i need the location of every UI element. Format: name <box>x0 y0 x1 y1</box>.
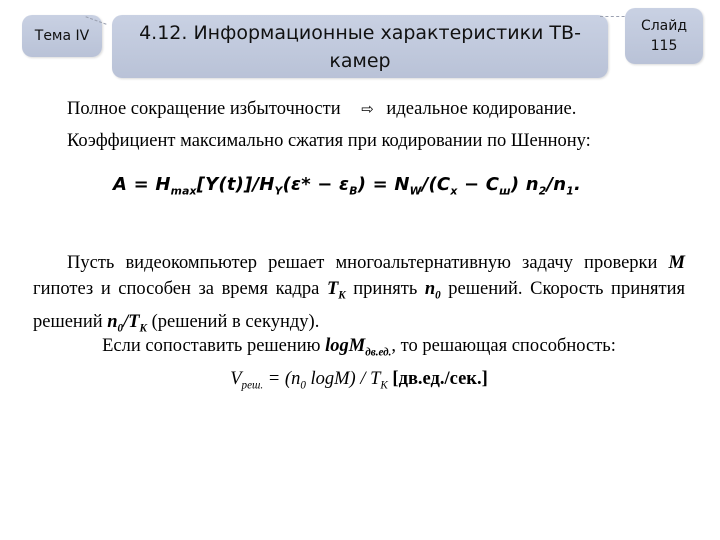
statement-right: идеальное кодирование. <box>386 99 577 119</box>
text-run: гипотез и способен за время кадра <box>33 279 327 299</box>
topic-label: Тема IV <box>34 28 90 44</box>
slide-number: 115 <box>650 38 678 54</box>
decision-paragraph <box>33 333 685 366</box>
var-rate: $n_0/T_K$ <box>107 311 147 335</box>
text-run: (решений в секунду). <box>146 311 320 332</box>
shannon-line: Коэффициент максимально сжатия при кодировании по Шеннону: <box>67 131 591 151</box>
title-tab <box>112 15 608 78</box>
text-run: принять <box>345 279 425 299</box>
decision-capacity-formula <box>33 366 685 399</box>
text-run: Если сопоставить решению <box>102 336 326 356</box>
text-run: решений. Скорость принятия решений <box>33 279 686 332</box>
var-tk: $T_K$ <box>326 279 346 302</box>
unit-label: [дв.ед./сек.] <box>387 369 488 389</box>
arrow-icon: ⇨ <box>361 100 374 118</box>
formula-body: = ($n_0$ $\log M) / T_K$ <box>263 369 388 392</box>
text-run: , то решающая способность: <box>391 336 616 356</box>
var-n0: $n_0$ <box>424 279 441 302</box>
statement-left: Полное сокращение избыточности <box>67 99 341 119</box>
hypothesis-paragraph <box>33 250 685 341</box>
slide-number-tab <box>625 8 703 64</box>
compression-formula: $A = H_{max}[Y(t)]/H_Y(\varepsilon* - \varepsilon_B) = N_W/(C_x - C_ш)$ $n_2/n_1$. <box>113 174 582 198</box>
slide-title: 4.12. Информационные характеристики ТВ-камер <box>139 21 581 72</box>
var-m-unit: $M_{дв.ед.}$ <box>348 336 392 359</box>
topic-tab <box>22 15 102 57</box>
slide-label: Слайд <box>640 18 688 34</box>
var-m: M <box>668 253 685 273</box>
var-v: $V_{реш.}$ <box>230 369 264 392</box>
statement-line <box>33 96 685 122</box>
var-log: log <box>325 336 349 356</box>
text-run: Пусть видеокомпьютер решает многоальтернативную задачу проверки <box>67 253 669 273</box>
